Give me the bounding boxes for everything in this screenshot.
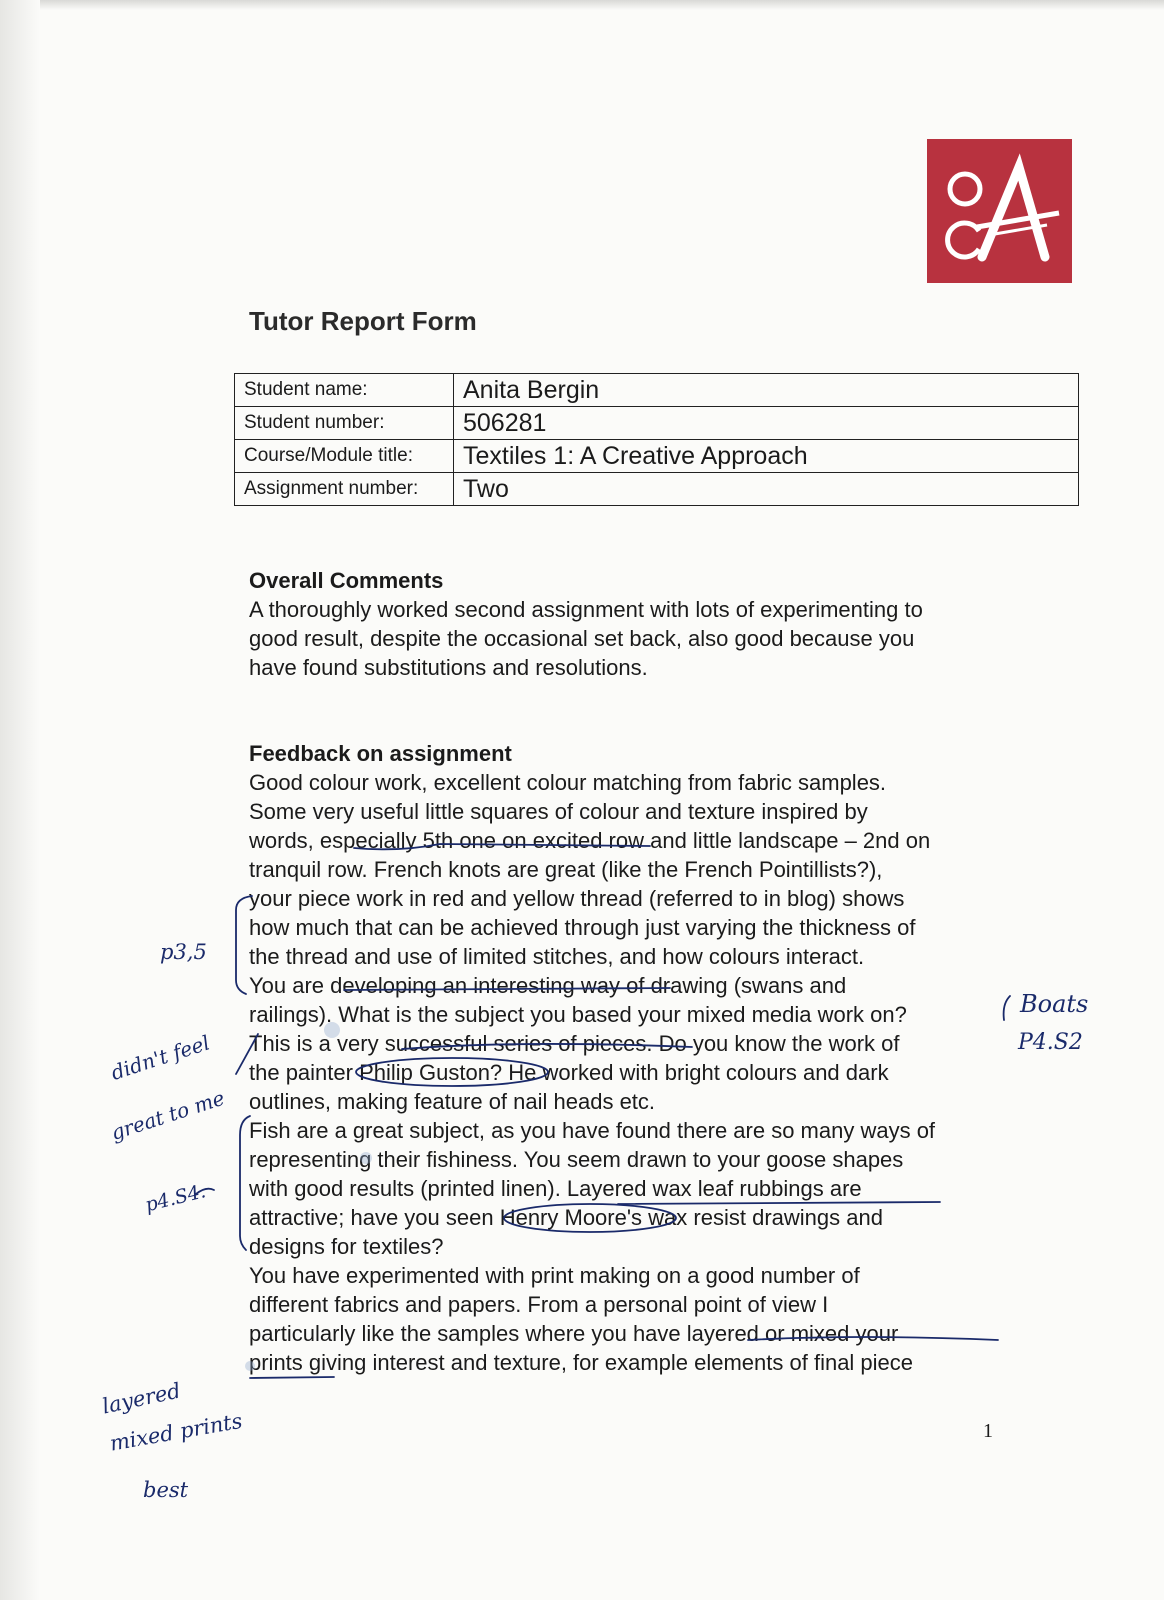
underline-mark: [250, 1377, 334, 1378]
overall-line: have found substitutions and resolutions.: [249, 655, 648, 680]
oca-logo: [927, 139, 1072, 283]
label-student-name: Student name:: [235, 374, 454, 407]
overall-comments-section: [249, 566, 1039, 682]
feedback-line: Some very useful little squares of colour and texture inspired by: [249, 799, 868, 824]
feedback-line: railings). What is the subject you based your mixed media work on?: [249, 1002, 907, 1027]
feedback-line: outlines, making feature of nail heads etc.: [249, 1089, 656, 1114]
feedback-line: different fabrics and papers. From a personal point of view I: [249, 1292, 829, 1317]
feedback-line: with good results (printed linen). Layered wax leaf rubbings are: [249, 1176, 862, 1201]
scan-left-edge: [0, 0, 40, 1600]
feedback-line: You have experimented with print making on a good number of: [249, 1263, 860, 1288]
feedback-line: your piece work in red and yellow thread (referred to in blog) shows: [249, 886, 905, 911]
feedback-line: Good colour work, excellent colour matching from fabric samples.: [249, 770, 887, 795]
table-row: [235, 374, 1079, 407]
value-student-name: Anita Bergin: [454, 374, 1079, 407]
feedback-line: particularly like the samples where you have layered or mixed your: [249, 1321, 899, 1346]
feedback-line: prints giving interest and texture, for example elements of final piece: [249, 1350, 914, 1375]
table-row: [235, 473, 1079, 506]
feedback-line: the painter Philip Guston? He worked with bright colours and dark: [249, 1060, 889, 1085]
value-student-number: 506281: [454, 407, 1079, 440]
handwritten-note-p4-s2: P4.S2: [1018, 1030, 1083, 1055]
feedback-line: how much that can be achieved through just varying the thickness of: [249, 915, 916, 940]
handwritten-note-great-to-me: great to me: [108, 1085, 228, 1145]
overall-comments-heading: Overall Comments: [249, 568, 444, 593]
handwritten-note-didnt-feel: didn't feel: [108, 1030, 213, 1085]
scan-top-edge: [0, 0, 1164, 10]
label-course-title: Course/Module title:: [235, 440, 454, 473]
feedback-line: attractive; have you seen Henry Moore's wax resist drawings and: [249, 1205, 883, 1230]
feedback-line: You are developing an interesting way of drawing (swans and: [249, 973, 847, 998]
feedback-line: designs for textiles?: [249, 1234, 444, 1259]
feedback-line: This is a very successful series of pieces. Do you know the work of: [249, 1031, 900, 1056]
overall-line: A thoroughly worked second assignment with lots of experimenting to: [249, 597, 923, 622]
feedback-line: the thread and use of limited stitches, and how colours interact.: [249, 944, 865, 969]
handwritten-note-p3-5: p3,5: [160, 940, 207, 964]
form-title: Tutor Report Form: [249, 306, 477, 336]
table-row: [235, 440, 1079, 473]
handwritten-note-p4-s4: p4.S4.: [143, 1180, 208, 1217]
label-student-number: Student number:: [235, 407, 454, 440]
handwritten-note-boats: Boats: [1020, 990, 1089, 1018]
table-row: [235, 407, 1079, 440]
handwritten-note-best: best: [143, 1478, 189, 1502]
handwritten-note-layered: layered: [100, 1378, 183, 1419]
feedback-line: representing their fishiness. You seem drawn to your goose shapes: [249, 1147, 904, 1172]
label-assignment-number: Assignment number:: [235, 473, 454, 506]
value-assignment-number: Two: [454, 473, 1079, 506]
overall-line: good result, despite the occasional set back, also good because you: [249, 626, 915, 651]
feedback-heading: Feedback on assignment: [249, 741, 512, 766]
feedback-section: [249, 739, 1039, 1377]
value-course-title: Textiles 1: A Creative Approach: [454, 440, 1079, 473]
feedback-line: tranquil row. French knots are great (like the French Pointillists?),: [249, 857, 883, 882]
student-info-table: [234, 373, 1079, 506]
page-number: 1: [983, 1420, 993, 1442]
feedback-line: words, especially 5th one on excited row and little landscape – 2nd on: [249, 828, 931, 853]
handwritten-note-mixed-prints: mixed prints: [108, 1408, 245, 1456]
feedback-line: Fish are a great subject, as you have found there are so many ways of: [249, 1118, 936, 1143]
